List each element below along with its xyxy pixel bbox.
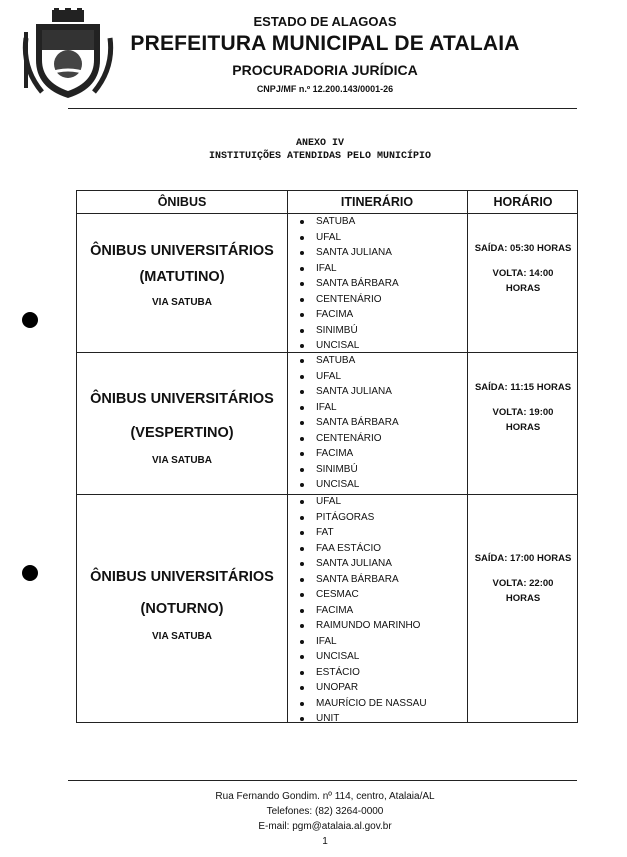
list-item: SATUBA	[300, 353, 399, 369]
return-time: VOLTA: 19:00	[492, 407, 554, 418]
column-header-schedule: HORÁRIO	[493, 195, 553, 209]
list-item: UNCISAL	[300, 649, 427, 665]
list-item: UFAL	[300, 494, 427, 510]
list-item: SINIMBÚ	[300, 462, 399, 478]
bus-shift: (NOTURNO)	[140, 601, 224, 617]
return-time: VOLTA: 22:00	[492, 578, 554, 589]
annex-subtitle: INSTITUIÇÕES ATENDIDAS PELO MUNICÍPIO	[208, 151, 432, 162]
list-item: FACIMA	[300, 603, 427, 619]
bus-shift: (VESPERTINO)	[130, 425, 234, 441]
list-item: RAIMUNDO MARINHO	[300, 618, 427, 634]
list-item: CENTENÁRIO	[300, 431, 399, 447]
bus-route-via: VIA SATUBA	[152, 631, 212, 642]
departure-time: SAÍDA: 17:00 HORAS	[474, 553, 572, 564]
list-item: SATUBA	[300, 214, 399, 230]
list-item: SANTA BÁRBARA	[300, 415, 399, 431]
punch-hole	[22, 312, 38, 328]
itinerary-list	[300, 494, 427, 727]
list-item: UFAL	[300, 369, 399, 385]
table-row-bus	[77, 569, 287, 642]
bus-shift: (MATUTINO)	[139, 269, 225, 285]
list-item: ESTÁCIO	[300, 665, 427, 681]
punch-hole	[22, 565, 38, 581]
bus-schedule-table	[76, 190, 578, 723]
page-title: PREFEITURA MUNICIPAL DE ATALAIA	[130, 32, 520, 55]
list-item: SANTA JULIANA	[300, 384, 399, 400]
footer-email: E-mail: pgm@atalaia.al.gov.br	[258, 821, 392, 832]
list-item: FACIMA	[300, 446, 399, 462]
list-item: CENTENÁRIO	[300, 292, 399, 308]
departure-time: SAÍDA: 11:15 HORAS	[474, 382, 572, 393]
cnpj-number: CNPJ/MF n.º 12.200.143/0001-26	[256, 84, 394, 94]
column-divider	[287, 191, 288, 722]
list-item: SANTA BÁRBARA	[300, 572, 427, 588]
list-item: PITÁGORAS	[300, 510, 427, 526]
list-item: SINIMBÚ	[300, 323, 399, 339]
bus-route-via: VIA SATUBA	[152, 455, 212, 466]
list-item: SANTA JULIANA	[300, 245, 399, 261]
annex-number: ANEXO IV	[295, 138, 344, 149]
list-item: UFAL	[300, 230, 399, 246]
schedule-cell	[467, 382, 579, 433]
return-time-unit: HORAS	[505, 422, 541, 433]
list-item: UNCISAL	[300, 477, 399, 493]
return-time-unit: HORAS	[505, 283, 541, 294]
list-item: UNOPAR	[300, 680, 427, 696]
list-item: MAURÍCIO DE NASSAU	[300, 696, 427, 712]
table-row-bus	[77, 391, 287, 466]
page-number: 1	[322, 836, 328, 847]
footer-phone: Telefones: (82) 3264-0000	[266, 806, 384, 817]
return-time-unit: HORAS	[505, 593, 541, 604]
column-header-itinerary: ITINERÁRIO	[340, 195, 414, 209]
list-item: FACIMA	[300, 307, 399, 323]
list-item: FAT	[300, 525, 427, 541]
list-item: SANTA JULIANA	[300, 556, 427, 572]
itinerary-list	[300, 214, 399, 354]
list-item: IFAL	[300, 400, 399, 416]
department-name: PROCURADORIA JURÍDICA	[232, 62, 418, 78]
footer-address: Rua Fernando Gondim. nº 114, centro, Atalaia/AL	[215, 791, 435, 802]
table-row-bus	[77, 243, 287, 308]
bus-name: ÔNIBUS UNIVERSITÁRIOS	[90, 391, 274, 407]
list-item: FAA ESTÁCIO	[300, 541, 427, 557]
list-item: UNIT	[300, 711, 427, 727]
column-header-bus: ÔNIBUS	[157, 195, 207, 209]
bus-name: ÔNIBUS UNIVERSITÁRIOS	[90, 243, 274, 259]
schedule-cell	[467, 243, 579, 294]
list-item: CESMAC	[300, 587, 427, 603]
bus-route-via: VIA SATUBA	[152, 297, 212, 308]
list-item: IFAL	[300, 634, 427, 650]
departure-time: SAÍDA: 05:30 HORAS	[474, 243, 572, 254]
state-name: ESTADO DE ALAGOAS	[253, 14, 397, 29]
footer-divider	[68, 780, 577, 781]
itinerary-list	[300, 353, 399, 493]
list-item: SANTA BÁRBARA	[300, 276, 399, 292]
list-item: UNCISAL	[300, 338, 399, 354]
return-time: VOLTA: 14:00	[492, 268, 554, 279]
header-divider	[68, 108, 577, 109]
bus-name: ÔNIBUS UNIVERSITÁRIOS	[90, 569, 274, 585]
list-item: IFAL	[300, 261, 399, 277]
schedule-cell	[467, 553, 579, 604]
